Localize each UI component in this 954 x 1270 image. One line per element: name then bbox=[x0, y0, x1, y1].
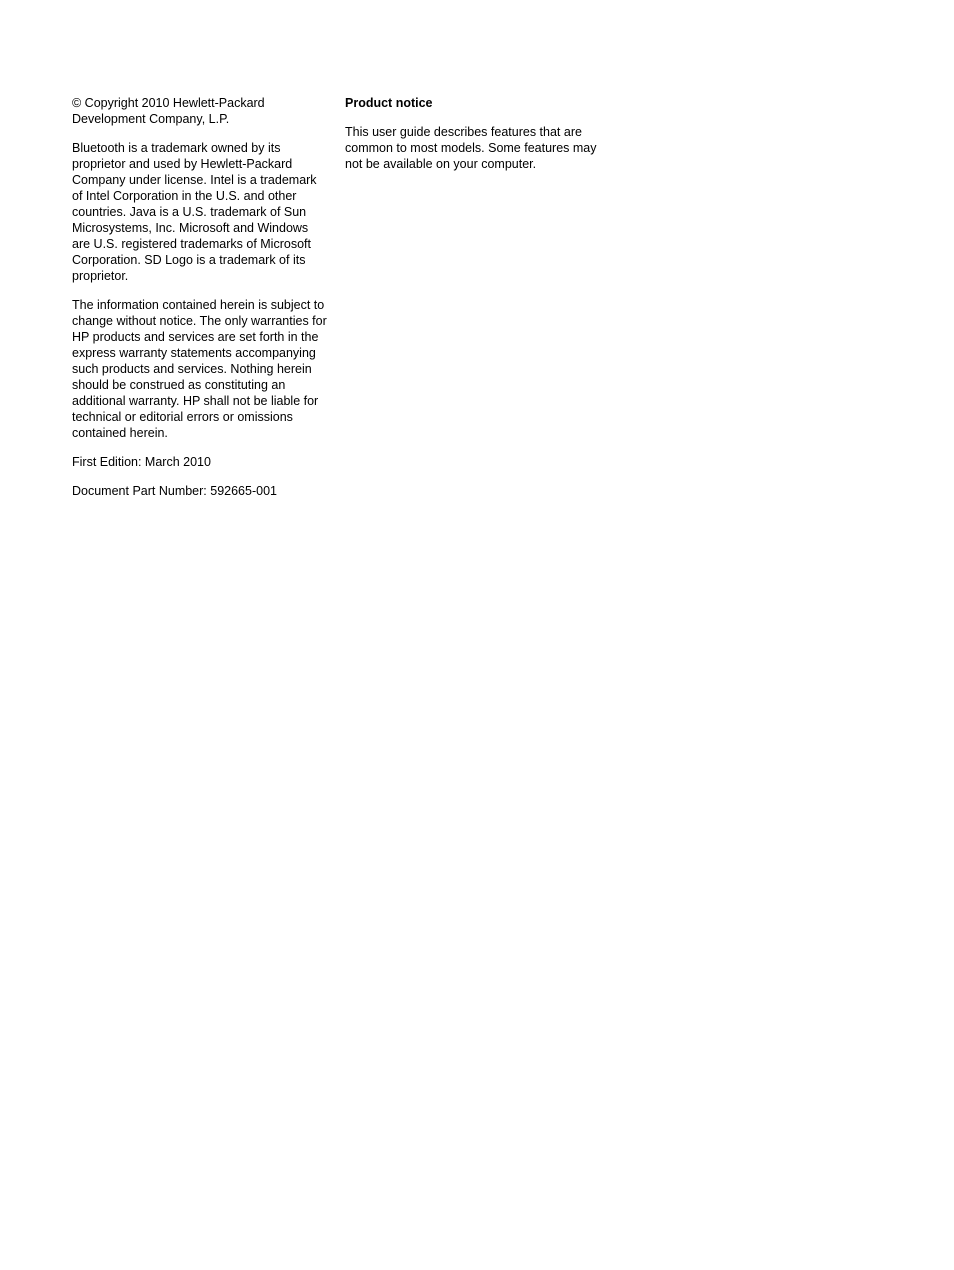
product-notice-heading: Product notice bbox=[345, 96, 433, 110]
edition-info: First Edition: March 2010 bbox=[72, 455, 211, 469]
legal-notices-column bbox=[72, 95, 328, 512]
trademark-notice: Bluetooth is a trademark owned by its proprietor and used by Hewlett-Packard Company under license. Intel is a trademark of Intel Corporation in the U.S. and other countries. Java is a U.S. trademark of Sun Microsystems, Inc. Microsoft and Windows are U.S. registered trademarks of Microsoft Corporation. SD Logo is a trademark of its proprietor. bbox=[72, 141, 317, 283]
copyright-notice: © Copyright 2010 Hewlett-Packard Development Company, L.P. bbox=[72, 96, 265, 126]
product-notice-column bbox=[345, 95, 601, 185]
product-notice-text: This user guide describes features that are common to most models. Some features may not be available on your computer. bbox=[345, 125, 597, 171]
warranty-disclaimer: The information contained herein is subject to change without notice. The only warranties for HP products and services are set forth in the express warranty statements accompanying such products and services. Nothing herein should be construed as constituting an additional warranty. HP shall not be liable for technical or editorial errors or omissions contained herein. bbox=[72, 298, 327, 440]
document-part-number: Document Part Number: 592665-001 bbox=[72, 484, 277, 498]
